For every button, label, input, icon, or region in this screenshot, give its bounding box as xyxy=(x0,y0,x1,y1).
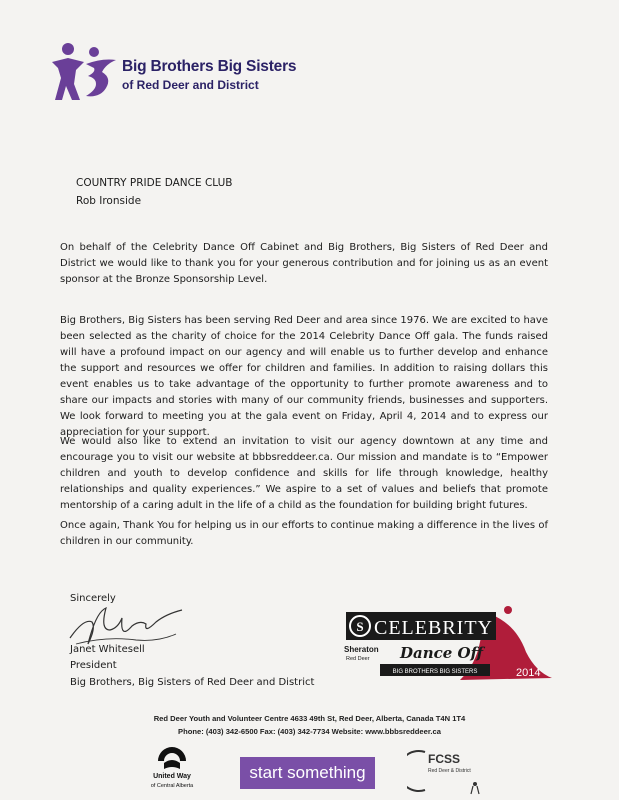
fcss-subtitle: Red Deer & District xyxy=(428,768,471,774)
badge-dance-off-text: Dance Off xyxy=(400,644,484,662)
badge-sponsor-sub: Red Deer xyxy=(346,656,370,662)
fcss-name: FCSS xyxy=(428,752,461,766)
signer-name: Janet Whitesell xyxy=(70,644,145,655)
badge-sponsor-text: Sheraton xyxy=(344,645,379,654)
footer-contact: Phone: (403) 342-6500 Fax: (403) 342-7734 Website: www.bbbsreddeer.ca xyxy=(178,727,441,736)
signer-title: President xyxy=(70,660,117,671)
recipient-company: COUNTRY PRIDE DANCE CLUB xyxy=(76,177,233,189)
start-something-banner: start something xyxy=(240,757,375,789)
badge-celebrity-text: CELEBRITY xyxy=(374,617,493,639)
signature-closing: Sincerely xyxy=(70,593,116,604)
recipient-block xyxy=(76,174,233,210)
united-way-subtitle: of Central Alberta xyxy=(150,783,194,789)
org-name: Big Brothers Big Sisters xyxy=(122,58,297,75)
paragraph-thanks: On behalf of the Celebrity Dance Off Cabinet and Big Brothers, Big Sisters of Red Deer and District we would like to thank you for your generous contribution and for joining us as an event sponsor at the Bronze Sponsorship Level. xyxy=(60,242,548,285)
svg-text:S: S xyxy=(356,619,364,634)
badge-year-text: 2014 xyxy=(516,667,541,679)
footer-address: Red Deer Youth and Volunteer Centre 4633 49th St, Red Deer, Alberta, Canada T4N 1T4 xyxy=(153,714,466,723)
recipient-person: Rob Ironside xyxy=(76,195,142,207)
united-way-name: United Way xyxy=(153,773,191,780)
bbbs-logo-icon xyxy=(50,40,120,102)
paragraph-invitation: We would also like to extend an invitation to visit our agency downtown at any time and encourage you to visit our website at bbbsreddeer.ca. Our mission and mandate is to “Empower children and youth to develop confidence and skills for life through knowledge, healthy relationships and quality experiences.” We aspire to a set of values and beliefs that promote mentorship of a caring adult in the life of a child as the foundation for building bright futures. xyxy=(60,436,548,511)
org-subtitle: of Red Deer and District xyxy=(122,78,259,92)
signer-organization: Big Brothers, Big Sisters of Red Deer and District xyxy=(70,677,315,688)
paragraph-closing: Once again, Thank You for helping us in our efforts to continue making a difference in the lives of children in our community. xyxy=(60,520,548,547)
badge-charity-text: BIG BROTHERS BIG SISTERS xyxy=(392,669,478,675)
celebrity-dance-off-logo xyxy=(340,604,552,684)
paragraph-about: Big Brothers, Big Sisters has been serving Red Deer and area since 1976. We are excited to have been selected as the charity of choice for the 2014 Celebrity Dance Off gala. The funds raised will have a profound impact on our agency and will enable us to further develop and enhance the support and resources we offer for children and families. In addition to raising dollars this event enables us to take advantage of the opportunity to further promote awareness and to share our impacts and stories with many of our community friends, businesses and supporters. We look forward to meeting you at the gala event on Friday, April 4, 2014 and to express our appreciation for your support. xyxy=(60,315,548,438)
